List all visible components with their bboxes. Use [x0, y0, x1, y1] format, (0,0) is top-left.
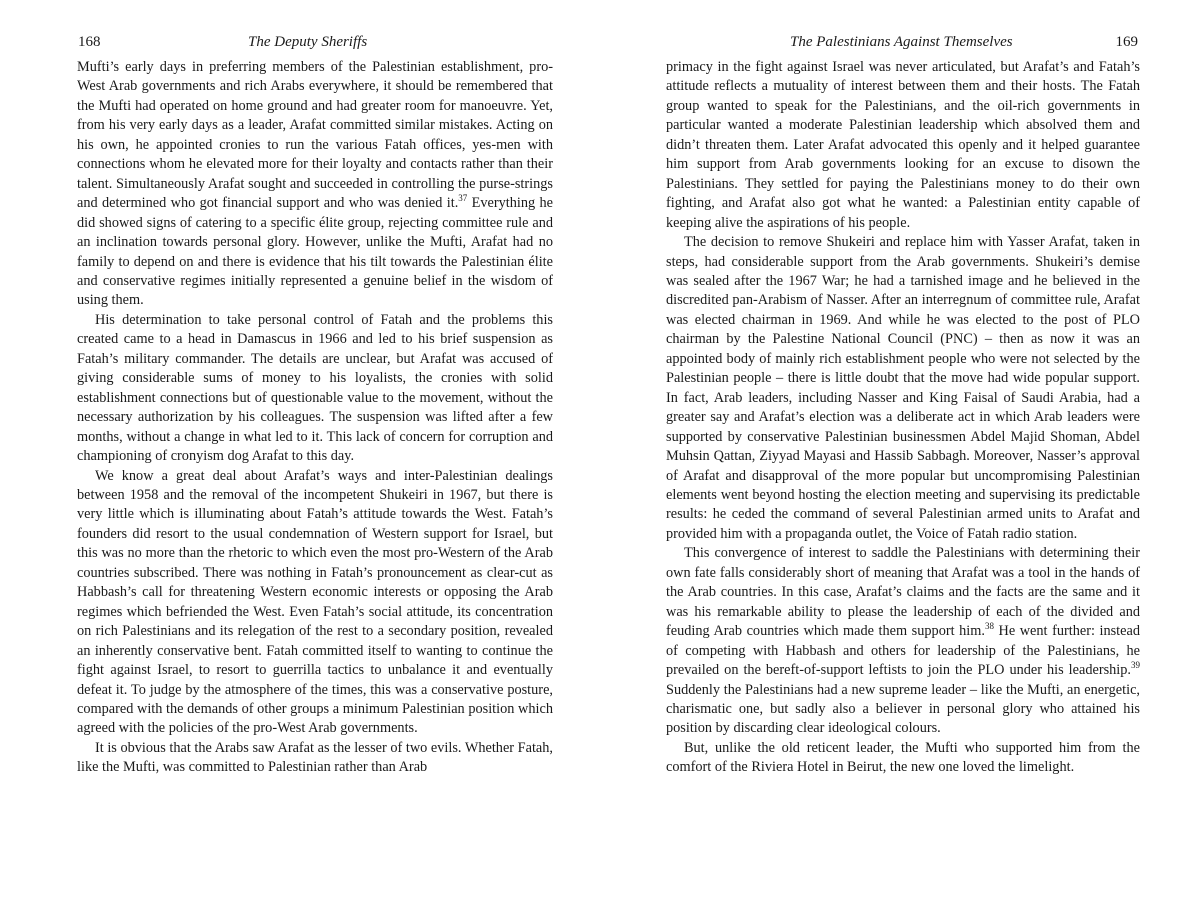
footnote-ref: 39: [1131, 660, 1140, 671]
paragraph: It is obvious that the Arabs saw Arafat as the lesser of two evils. Whether Fatah, like the Mufti, was committed to Palestinian rather than Arab: [77, 739, 553, 776]
right-page-body: [666, 58, 1140, 778]
page-number: 168: [78, 34, 101, 50]
paragraph: But, unlike the old reticent leader, the Mufti who supported him from the comfort of the Riviera Hotel in Beirut, the new one loved the limelight.: [666, 739, 1140, 776]
page-number: 169: [1115, 34, 1138, 50]
paragraph: primacy in the fight against Israel was never articulated, but Arafat’s and Fatah’s attitude reflects a mutuality of interest between them and their hosts. The Fatah group wanted to speak for the Palestinians, and the oil-rich governments in particular wanted a moderate Palestinian leadership which absolved them and didn’t threaten them. Later Arafat advocated this openly and it helped guarantee him support from Arab governments looking for an excuse to disown the Palestinians. They settled for paying the Palestinians money to do their own fighting, and Arafat also got what he wanted: a Palestinian entity capable of keeping alive the aspirations of his people.: [666, 59, 1140, 231]
running-head: The Palestinians Against Themselves: [790, 34, 1013, 50]
paragraph: Mufti’s early days in preferring members of the Palestinian establishment, pro-West Arab governments and rich Arabs everywhere, it should be remembered that the Mufti had operated on home ground and had greater room for manoeuvre. Yet, from his very early days as a leader, Arafat committed similar mistakes. Acting on his own, he appointed cronies to run the various Fatah offices, yes-men with connections whom he elevated more for their loyalty and contacts rather than their talent. Simultaneously Arafat sought and succeeded in controlling the purse-strings and determined who got financial support and who was denied it.$^{37}$ Everything he did showed signs of catering to a specific élite group, rejecting committee rule and an inclination towards personal glory. However, unlike the Mufti, Arafat had no family to depend on and there is evidence that his tilt towards the Palestinian élite and conservative regimes initially represented a genuine belief in the wisdom of using them.: [77, 59, 553, 309]
right-page-header: [666, 30, 1138, 54]
left-page-body: [77, 58, 553, 778]
paragraph: His determination to take personal control of Fatah and the problems this created came to a head in Damascus in 1966 and led to his brief suspension as Fatah’s military commander. The details are unclear, but Arafat was accused of giving considerable sums of money to his loyalists, the cronies with solid establishment connections but of questionable value to the movement, without the necessary authorization by his colleagues. The suspension was lifted after a few months, without a change in what led to it. This lack of concern for corruption and championing of cronyism dog Arafat to this day.: [77, 311, 553, 465]
footnote-ref: 37: [458, 193, 468, 204]
footnote-ref: 38: [984, 621, 994, 632]
left-page-header: [78, 30, 556, 54]
paragraph: We know a great deal about Arafat’s ways and inter-Palestinian dealings between 1958 and the removal of the incompetent Shukeiri in 1967, but there is very little which is illuminating about Fatah’s attitude towards the West. Fatah’s founders did resort to the usual condemnation of Western support for Israel, but this was no more than the rhetoric to which even the most pro-Western of the Arab countries subscribed. There was nothing in Fatah’s pronouncement as clear-cut as Habbash’s call for threatening Western economic interests or opposing the Arab regimes which befriended the West. Even Fatah’s social attitude, its concentration on rich Palestinians and its relegation of the rest to a secondary position, revealed an inherently conservative bent. Fatah committed itself to wanting to continue the fight against Israel, to resort to guerrilla tactics to unbalance it and eventually defeat it. To judge by the atmosphere of the times, this was a conservative posture, compared with the demands of other groups a minimum Palestinian position which agreed with the policies of the pro-West Arab governments.: [77, 467, 553, 737]
running-head: The Deputy Sheriffs: [248, 34, 368, 50]
paragraph: This convergence of interest to saddle the Palestinians with determining their own fate falls considerably short of meaning that Arafat was a tool in the hands of the Arab countries. In this case, Arafat’s claims and the facts are the same and it was his remarkable ability to please the leadership of each of the divided and feuding Arab countries which made them support him.$^{38}$ He went further: instead of competing with Habbash and others for leadership of the Palestinians, he prevailed on the bereft-of-support leftists to join the PLO under his leadership.$^{39}$ Suddenly the Palestinians had a new supreme leader – like the Mufti, an energetic, charismatic one, but sadly also a believer in personal glory who attained his position by discarding clear ideological colours.: [666, 545, 1140, 737]
right-page: [598, 0, 1195, 898]
paragraph: The decision to remove Shukeiri and replace him with Yasser Arafat, taken in steps, had considerable support from the Arab governments. Shukeiri’s demise was sealed after the 1967 War; he had a tarnished image and he believed in the discredited pan-Arabism of Nasser. After an interregnum of committee rule, Arafat was elected chairman in 1969. And while he was elected to the post of PLO chairman by the Palestine National Council (PNC) – then as now it was an appointed body of mainly rich establishment people who were not selected by the Palestinian people – there is little doubt that the move had wide popular support. In fact, Arab leaders, including Nasser and King Faisal of Saudi Arabia, had a greater say and Arafat’s election was a deliberate act in which Arab leaders were supported by conservative Palestinian businessmen Abdel Majid Shoman, Abdel Muhsin Qattan, Ziyyad Mayasi and Hassib Sabbagh. Moreover, Nasser’s approval of Arafat and disapproval of the more popular but uncompromising Palestinian elements went beyond hosting the election meeting and supervising its predictable results: he ceded the command of several Palestinian armed units to Arafat and provided him with a propaganda outlet, the Voice of Fatah radio station.: [666, 234, 1140, 542]
